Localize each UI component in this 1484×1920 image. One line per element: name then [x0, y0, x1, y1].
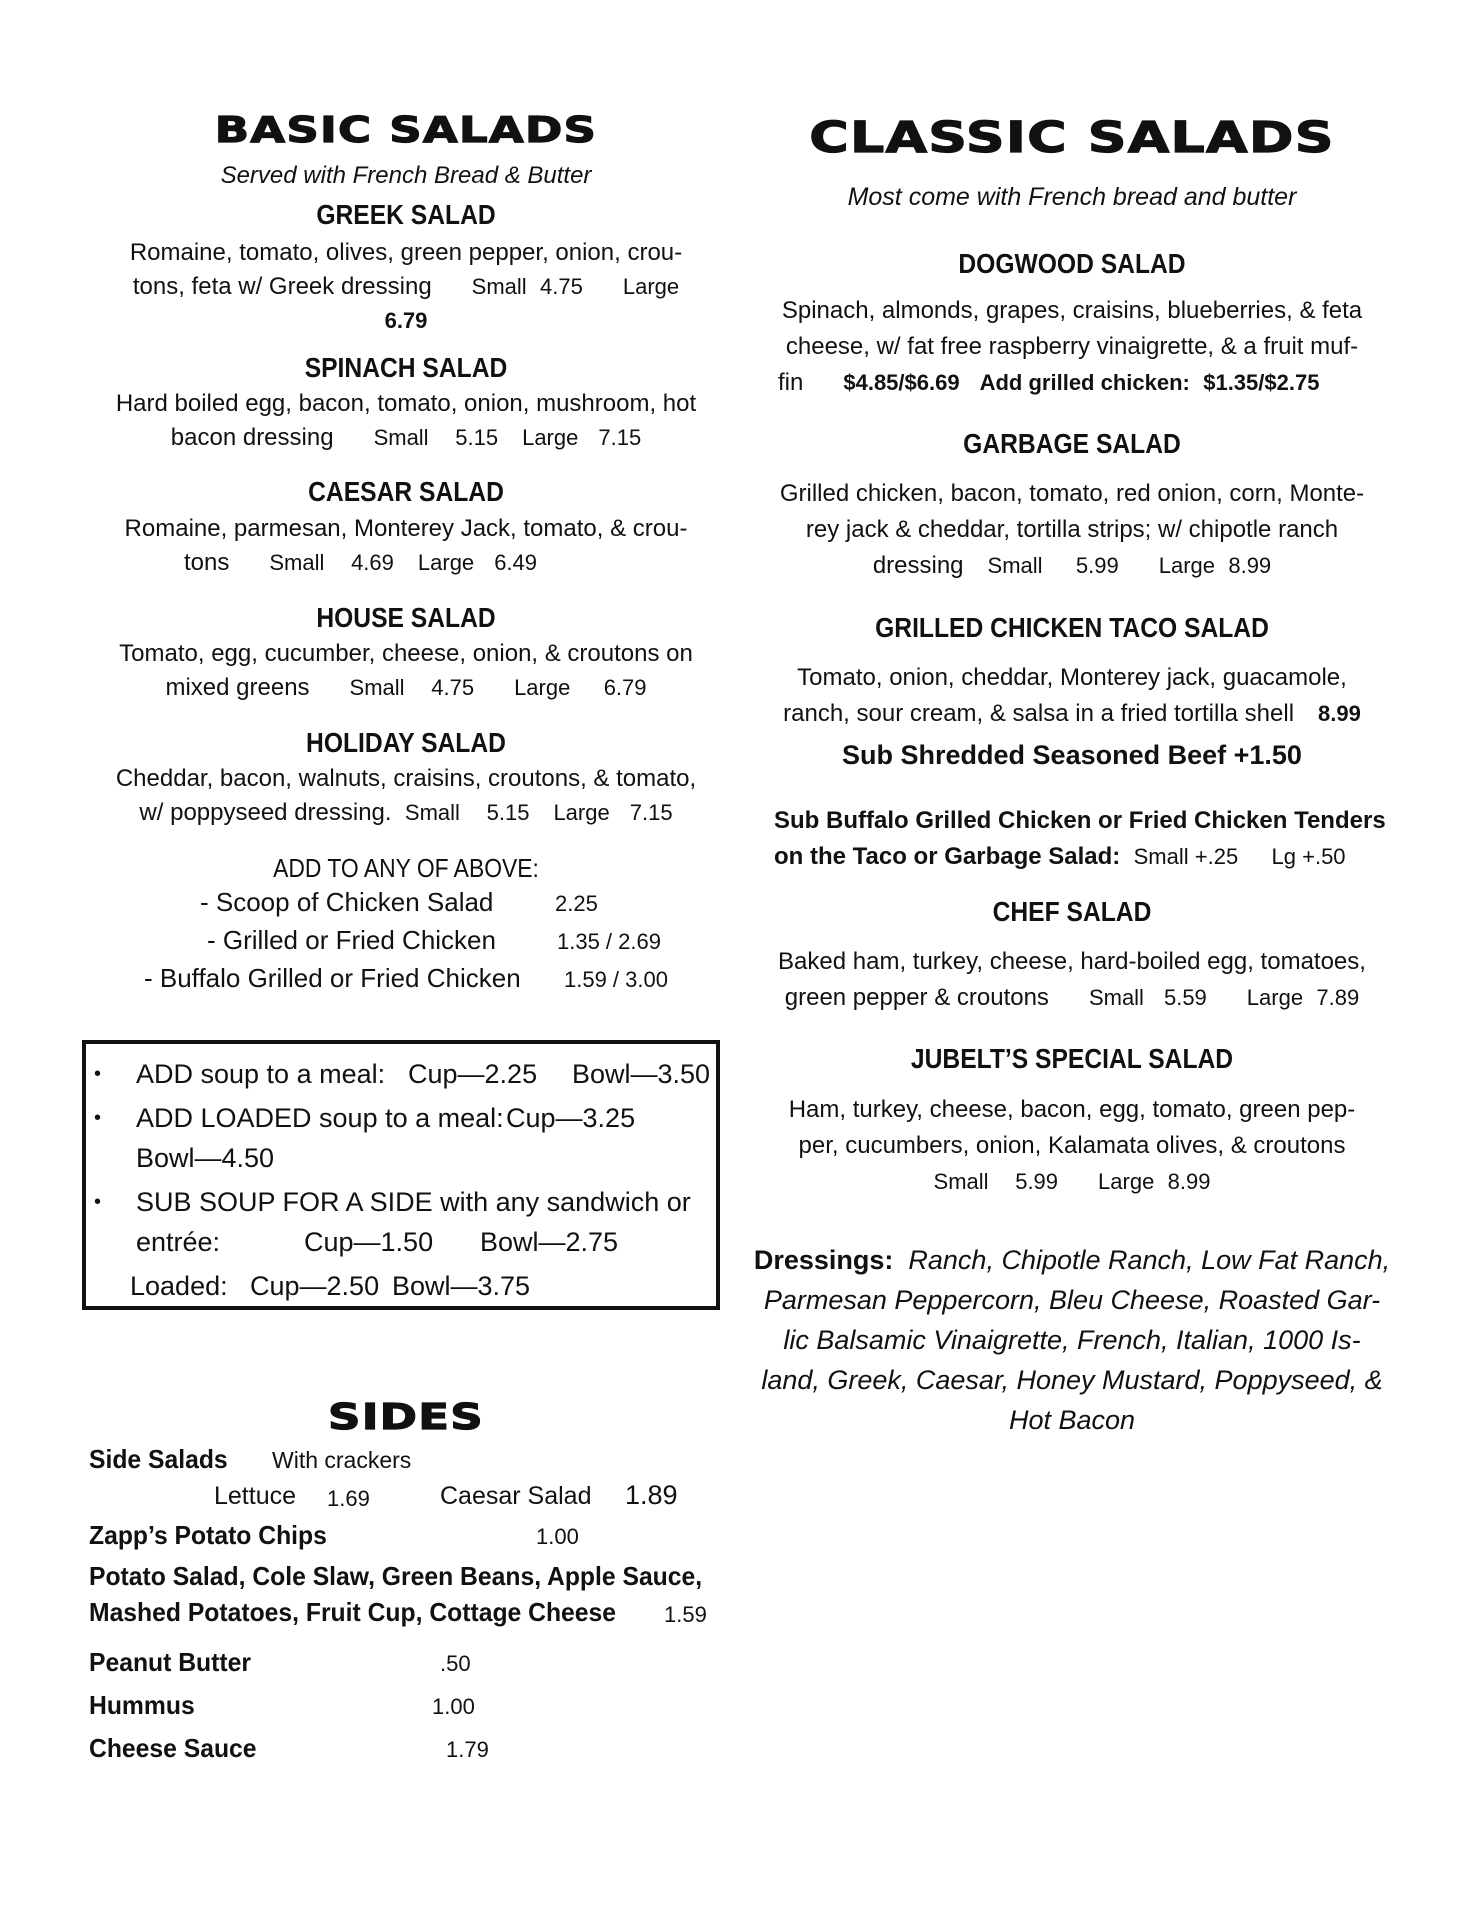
house-salad-name: HOUSE SALAD — [316, 602, 496, 633]
holiday-desc-line2-text: w/ poppyseed dressing. — [139, 799, 392, 826]
taco-salad-desc — [752, 660, 1392, 732]
dogwood-salad-name: DOGWOOD SALAD — [958, 248, 1186, 279]
chips-price: 1.00 — [536, 1524, 579, 1549]
chef-small-label: Small — [1088, 985, 1144, 1010]
holiday-desc-line1: Cheddar, bacon, walnuts, craisins, croutons, & tomato, — [115, 765, 697, 792]
caesar-salad-name: CAESAR SALAD — [308, 476, 504, 507]
soup-add-cup: Cup—2.25 — [408, 1059, 538, 1089]
jubelt-salad-desc — [752, 1092, 1392, 1200]
dogwood-salad-desc — [752, 293, 1392, 401]
dogwood-price: $4.85/$6.69 — [843, 370, 960, 395]
chef-l1: Baked ham, turkey, cheese, hard-boiled egg, tomatoes, — [778, 948, 1366, 975]
spinach-large-label: Large — [522, 425, 579, 450]
addon-grilled-fried-price: 1.35 / 2.69 — [557, 929, 661, 954]
dogwood-add-price: $1.35/$2.75 — [1203, 370, 1320, 395]
cheese-price: 1.79 — [446, 1737, 489, 1762]
dressings-l1-text: Ranch, Chipotle Ranch, Low Fat Ranch, — [908, 1245, 1391, 1275]
house-salad-desc — [86, 637, 726, 705]
caesar-large-price: 6.49 — [494, 550, 538, 575]
chef-small-price: 5.59 — [1163, 985, 1207, 1010]
house-desc-line1: Tomato, egg, cucumber, cheese, onion, & croutons on — [119, 640, 693, 667]
chef-large-label: Large — [1246, 985, 1304, 1010]
garbage-small-label: Small — [987, 553, 1043, 578]
soup-add-bowl: Bowl—3.50 — [572, 1059, 711, 1089]
taco-l1: Tomato, onion, cheddar, Monterey jack, guacamole, — [797, 664, 1347, 691]
sides-title: SIDES — [328, 1397, 484, 1438]
holiday-small-price: 5.15 — [486, 800, 530, 825]
caesar-salad-desc — [86, 512, 726, 580]
garbage-l3 — [752, 548, 1392, 584]
potato-line1: Potato Salad, Cole Slaw, Green Beans, Apple Sauce, — [89, 1561, 703, 1591]
jubelt-salad-name: JUBELT’S SPECIAL SALAD — [910, 1043, 1234, 1074]
side-salads-note: With crackers — [272, 1447, 412, 1473]
garbage-small-price: 5.99 — [1075, 553, 1119, 578]
soup-sub-line1: SUB SOUP FOR A SIDE with any sandwich or — [136, 1187, 691, 1217]
taco-sub-small: Small +.25 — [1133, 844, 1239, 869]
caesar-small-label: Small — [269, 550, 325, 575]
addon-buffalo-price: 1.59 / 3.00 — [564, 967, 668, 992]
side-salads-row — [89, 1444, 228, 1475]
holiday-large-price: 7.15 — [629, 800, 673, 825]
spinach-salad-desc — [86, 387, 726, 455]
holiday-large-label: Large — [553, 800, 610, 825]
jubelt-prices — [752, 1164, 1392, 1200]
spinach-small-price: 5.15 — [455, 425, 499, 450]
house-large-label: Large — [514, 675, 571, 700]
spinach-small-label: Small — [373, 425, 429, 450]
addon-grilled-fried-label: - Grilled or Fried Chicken — [207, 925, 496, 955]
addon-buffalo-label: - Buffalo Grilled or Fried Chicken — [144, 963, 521, 993]
hummus-price: 1.00 — [432, 1694, 475, 1719]
potato-line2: Mashed Potatoes, Fruit Cup, Cottage Cheese — [89, 1597, 617, 1627]
taco-price: 8.99 — [1318, 701, 1361, 726]
greek-small-price: 4.75 — [540, 274, 583, 299]
addon-chicken-salad — [200, 887, 598, 918]
soup-loaded-sub-bowl: Bowl—3.75 — [392, 1271, 531, 1301]
caesar-large-label: Large — [417, 550, 475, 575]
soup-loaded-label: ADD LOADED soup to a meal: — [136, 1103, 504, 1133]
house-desc-line2-text: mixed greens — [165, 674, 310, 701]
taco-sub-beef: Sub Shredded Seasoned Beef +1.50 — [842, 740, 1302, 770]
addon-buffalo — [144, 963, 668, 994]
greek-salad-desc — [86, 236, 726, 338]
taco-salad-name: GRILLED CHICKEN TACO SALAD — [875, 612, 1269, 643]
holiday-salad-desc — [86, 762, 726, 830]
garbage-large-price: 8.99 — [1228, 553, 1272, 578]
bullet: • — [94, 1191, 102, 1213]
soup-add-label: ADD soup to a meal: — [136, 1059, 386, 1089]
chef-salad-name: CHEF SALAD — [992, 896, 1152, 927]
jubelt-small-label: Small — [933, 1169, 989, 1194]
caesar-small-price: 4.69 — [351, 550, 394, 575]
house-small-label: Small — [349, 675, 405, 700]
holiday-salad-name: HOLIDAY SALAD — [306, 727, 506, 758]
pb-row: Peanut Butter — [89, 1647, 251, 1677]
classic-salads-subtitle: Most come with French bread and butter — [847, 183, 1297, 211]
caesar-desc-line1: Romaine, parmesan, Monterey Jack, tomato, & crou- — [124, 515, 688, 542]
greek-desc-line2 — [86, 270, 726, 304]
potato-price: 1.59 — [664, 1602, 707, 1627]
soup-box — [82, 1040, 720, 1310]
holiday-desc-line2 — [86, 796, 726, 830]
addon-chicken-salad-price: 2.25 — [555, 891, 598, 916]
taco-l2-text: ranch, sour cream, & salsa in a fried tortilla shell — [783, 700, 1295, 727]
spinach-desc-line1: Hard boiled egg, bacon, tomato, onion, mushroom, hot — [115, 390, 697, 417]
side-caesar-label: Caesar Salad — [440, 1482, 592, 1510]
greek-large-price: 6.79 — [384, 308, 428, 333]
taco-sub-buffalo-l1: Sub Buffalo Grilled Chicken or Fried Chicken Tenders — [774, 807, 1386, 834]
garbage-salad-desc — [752, 476, 1392, 584]
addon-grilled-fried — [207, 925, 661, 956]
taco-sub-buffalo-l2: on the Taco or Garbage Salad: Small +.25 Lg +.50 — [774, 843, 1346, 870]
greek-small-label: Small — [471, 274, 527, 299]
holiday-small-label: Small — [404, 800, 460, 825]
chef-l2 — [752, 980, 1392, 1016]
jubelt-l1: Ham, turkey, cheese, bacon, egg, tomato, green pep- — [788, 1096, 1356, 1123]
garbage-salad-name: GARBAGE SALAD — [963, 428, 1181, 459]
spinach-large-price: 7.15 — [598, 425, 642, 450]
dogwood-add-label: Add grilled chicken: — [979, 370, 1190, 395]
garbage-l3-text: dressing — [872, 552, 964, 579]
house-large-price: 6.79 — [603, 675, 647, 700]
house-desc-line2 — [86, 671, 726, 705]
soup-sub-cup: Cup—1.50 — [304, 1227, 434, 1257]
bullet: • — [94, 1107, 102, 1129]
side-lettuce-label: Lettuce — [214, 1482, 297, 1510]
garbage-l1: Grilled chicken, bacon, tomato, red onion, corn, Monte- — [779, 480, 1365, 507]
dogwood-l3-text: fin — [778, 369, 804, 396]
spinach-salad-name: SPINACH SALAD — [304, 352, 508, 383]
classic-salads-title: CLASSIC SALADS — [809, 113, 1335, 163]
dressings-l4: land, Greek, Caesar, Honey Mustard, Poppyseed, & — [761, 1365, 1383, 1395]
side-salads-label: Side Salads — [89, 1444, 228, 1474]
cheese-row: Cheese Sauce — [89, 1733, 257, 1763]
greek-desc-line2-text: tons, feta w/ Greek dressing — [132, 273, 432, 300]
hummus-row: Hummus — [89, 1690, 195, 1720]
soup-sub-line2: entrée: — [136, 1227, 221, 1257]
pb-price: .50 — [440, 1651, 471, 1676]
jubelt-small-price: 5.99 — [1015, 1169, 1059, 1194]
dressings-l2: Parmesan Peppercorn, Bleu Cheese, Roasted Gar- — [763, 1285, 1381, 1315]
side-caesar-price: 1.89 — [625, 1480, 678, 1510]
dressings-l5: Hot Bacon — [1008, 1405, 1136, 1435]
dressings-l3: lic Balsamic Vinaigrette, French, Italian, 1000 Is- — [783, 1325, 1361, 1355]
dogwood-l1: Spinach, almonds, grapes, craisins, blueberries, & feta — [781, 297, 1363, 324]
jubelt-l2: per, cucumbers, onion, Kalamata olives, & croutons — [798, 1132, 1346, 1159]
dogwood-l3 — [752, 365, 1392, 401]
spinach-desc-line2-text: bacon dressing — [170, 424, 334, 451]
garbage-large-label: Large — [1158, 553, 1215, 578]
chef-large-price: 7.89 — [1316, 985, 1360, 1010]
bullet: • — [94, 1063, 102, 1085]
house-small-price: 4.75 — [431, 675, 475, 700]
chef-l2-text: green pepper & croutons — [784, 984, 1049, 1011]
dressings-label: Dressings: — [753, 1245, 894, 1275]
caesar-desc-line2 — [86, 546, 726, 580]
soup-loaded-sub-cup: Cup—2.50 — [250, 1271, 380, 1301]
chips-row: Zapp’s Potato Chips — [89, 1520, 327, 1550]
dogwood-l2: cheese, w/ fat free raspberry vinaigrette, & a fruit muf- — [785, 333, 1359, 360]
addon-chicken-salad-label: - Scoop of Chicken Salad — [200, 887, 494, 917]
greek-desc-line1: Romaine, tomato, olives, green pepper, onion, crou- — [129, 239, 683, 266]
basic-salads-subtitle: Served with French Bread & Butter — [220, 162, 592, 189]
chef-salad-desc — [752, 944, 1392, 1016]
soup-loaded-sub-label: Loaded: — [130, 1271, 228, 1301]
jubelt-large-price: 8.99 — [1167, 1169, 1211, 1194]
greek-salad-name: GREEK SALAD — [316, 199, 496, 230]
caesar-desc-line2-text: tons — [184, 549, 230, 576]
greek-large-label: Large — [622, 274, 680, 299]
soup-loaded-cup: Cup—3.25 — [506, 1103, 636, 1133]
garbage-l2: rey jack & cheddar, tortilla strips; w/ chipotle ranch — [805, 516, 1339, 543]
soup-loaded-bowl: Bowl—4.50 — [136, 1143, 275, 1173]
soup-sub-bowl: Bowl—2.75 — [480, 1227, 619, 1257]
addon-title: ADD TO ANY OF ABOVE: — [273, 853, 539, 883]
dressings-block — [752, 1240, 1392, 1440]
taco-l2 — [752, 696, 1392, 732]
jubelt-large-label: Large — [1098, 1169, 1155, 1194]
taco-sub-buffalo-l2-text: on the Taco or Garbage Salad — [774, 843, 1113, 870]
basic-salads-title: BASIC SALADS — [214, 110, 598, 151]
taco-sub-lg: Lg +.50 — [1271, 844, 1346, 869]
dressings-l1 — [752, 1240, 1392, 1280]
taco-sub-buffalo — [774, 803, 1414, 875]
side-lettuce-price: 1.69 — [327, 1486, 370, 1511]
spinach-desc-line2 — [86, 421, 726, 455]
